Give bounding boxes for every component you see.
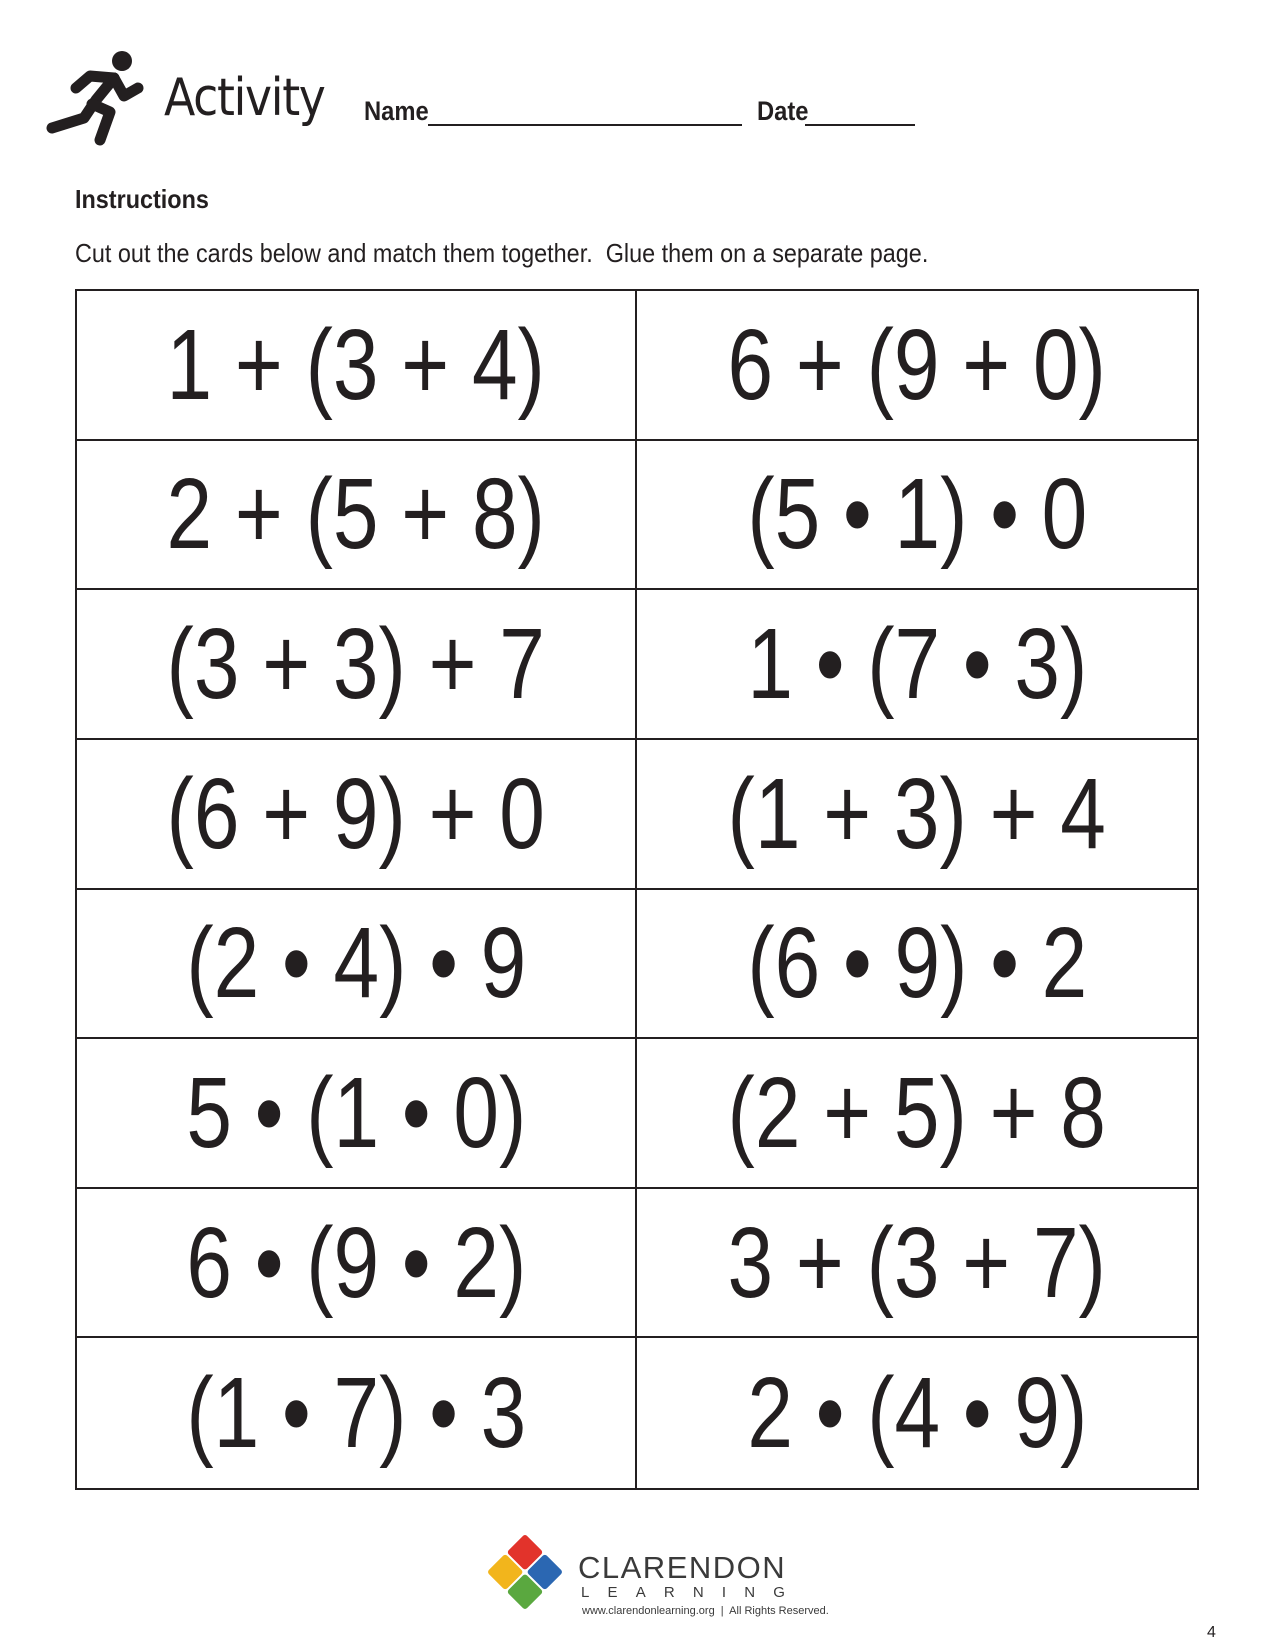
expression-text: 1 • (7 • 3) xyxy=(747,608,1087,721)
expression-card xyxy=(637,1338,1197,1488)
instructions-text: Cut out the cards below and match them together. Glue them on a separate page. xyxy=(75,238,929,268)
brand-subtitle-letter: R xyxy=(663,1584,675,1601)
brand-subtitle-letter: G xyxy=(773,1584,785,1601)
activity-title: Activity xyxy=(164,68,325,128)
expression-text: (2 + 5) + 8 xyxy=(727,1056,1107,1169)
expression-text: 6 + (9 + 0) xyxy=(727,308,1107,421)
expression-card xyxy=(637,291,1197,441)
brand-subtitle-letter: N xyxy=(692,1584,704,1601)
worksheet-header xyxy=(44,38,1224,148)
brand-subtitle-letter: L xyxy=(581,1584,590,1601)
expression-card xyxy=(77,1189,637,1339)
brand-subtitle-letter: E xyxy=(607,1584,618,1601)
expression-text: 2 • (4 • 9) xyxy=(747,1357,1087,1470)
running-person-icon xyxy=(44,48,144,146)
expression-text: (6 + 9) + 0 xyxy=(166,757,546,870)
date-field[interactable] xyxy=(805,124,915,126)
expression-text: 6 • (9 • 2) xyxy=(186,1206,526,1319)
expression-text: (1 • 7) • 3 xyxy=(186,1357,526,1470)
brand-subtitle-letter: N xyxy=(744,1584,756,1601)
expression-text: 5 • (1 • 0) xyxy=(186,1056,526,1169)
expression-card xyxy=(637,1039,1197,1189)
brand-subtitle xyxy=(581,1585,785,1600)
page-number: 4 xyxy=(1207,1624,1216,1641)
expression-card xyxy=(637,1189,1197,1339)
expression-card xyxy=(77,740,637,890)
date-label: Date xyxy=(757,96,809,126)
expression-card xyxy=(77,1039,637,1189)
expression-text: 1 + (3 + 4) xyxy=(166,308,546,421)
brand-name: CLARENDON xyxy=(578,1550,787,1585)
expression-card xyxy=(77,590,637,740)
expression-card xyxy=(77,1338,637,1488)
expression-card xyxy=(77,441,637,591)
expression-card xyxy=(637,590,1197,740)
copyright-text: www.clarendonlearning.org | All Rights Reserved. xyxy=(582,1605,829,1617)
puzzle-logo-icon xyxy=(485,1532,565,1612)
name-field[interactable] xyxy=(428,124,742,126)
expression-card xyxy=(77,890,637,1040)
expression-card xyxy=(637,441,1197,591)
expression-text: (6 • 9) • 2 xyxy=(747,907,1087,1020)
expression-card xyxy=(637,890,1197,1040)
card-grid xyxy=(75,289,1199,1490)
expression-text: (2 • 4) • 9 xyxy=(186,907,526,1020)
expression-card xyxy=(637,740,1197,890)
name-label: Name xyxy=(364,96,429,126)
brand-subtitle-letter: I xyxy=(721,1584,727,1601)
expression-text: (5 • 1) • 0 xyxy=(747,458,1087,571)
brand-subtitle-letter: A xyxy=(635,1584,646,1601)
expression-text: (3 + 3) + 7 xyxy=(166,608,546,721)
expression-text: (1 + 3) + 4 xyxy=(727,757,1107,870)
instructions-heading: Instructions xyxy=(75,184,209,214)
expression-card xyxy=(77,291,637,441)
expression-text: 3 + (3 + 7) xyxy=(727,1206,1107,1319)
expression-text: 2 + (5 + 8) xyxy=(166,458,546,571)
